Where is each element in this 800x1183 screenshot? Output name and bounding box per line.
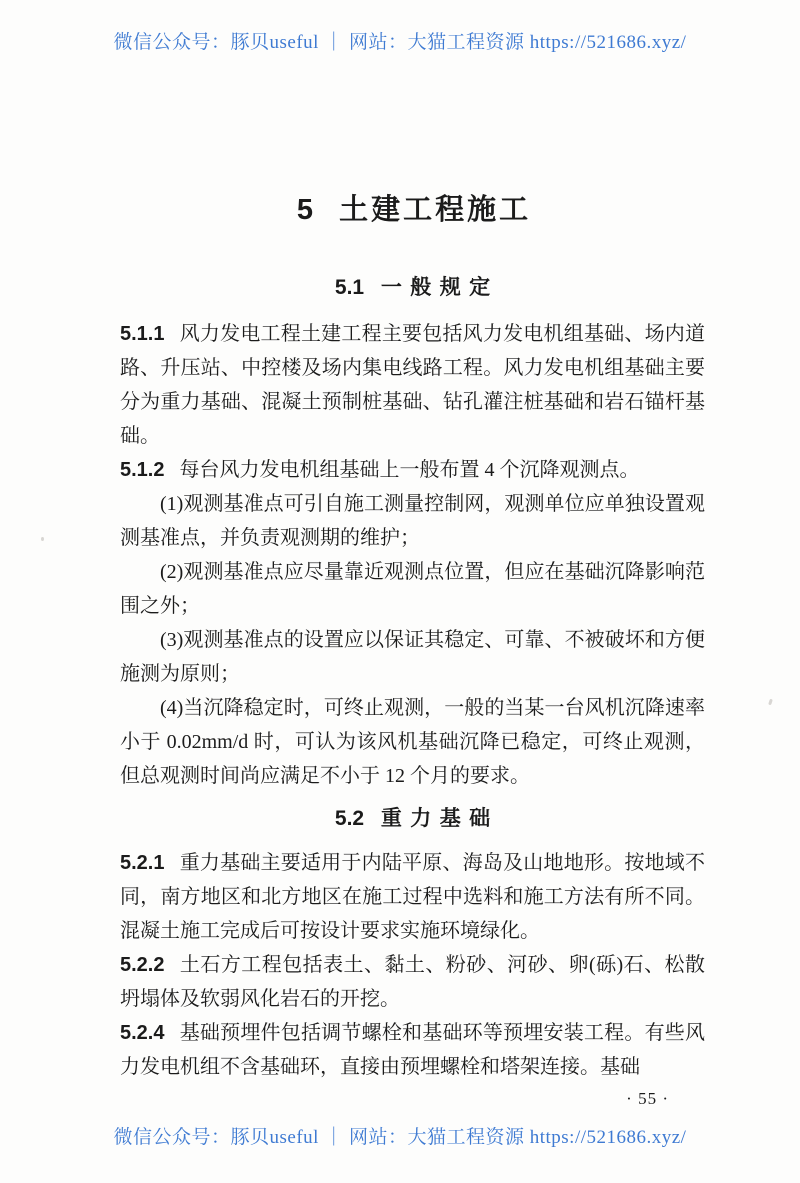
list-item-4 xyxy=(120,691,705,793)
section-number: 5.2 xyxy=(334,807,365,830)
list-item-text: (2)观测基准点应尽量靠近观测点位置，但应在基础沉降影响范围之外； xyxy=(120,561,705,617)
section-heading-5-2 xyxy=(120,805,705,833)
clause-text: 重力基础主要适用于内陆平原、海岛及山地地形。按地域不同，南方地区和北方地区在施工过程中选料和施工方法有所不同。混凝土施工完成后可按设计要求实施环境绿化。 xyxy=(120,852,705,942)
clause-number: 5.1.2 xyxy=(120,459,165,481)
list-item-text: (4)当沉降稳定时，可终止观测，一般的当某一台风机沉降速率小于 0.02mm/d 时，可认为该风机基础沉降已稳定，可终止观测，但总观测时间尚应满足不小于 12 个月的要求。 xyxy=(120,697,705,787)
section-title: 一般规定 xyxy=(380,276,499,299)
clause-number: 5.1.1 xyxy=(120,323,165,345)
list-item-text: (1)观测基准点可引自施工测量控制网，观测单位应单独设置观测基准点，并负责观测期的维护； xyxy=(120,493,705,549)
clause-number: 5.2.4 xyxy=(120,1022,165,1044)
clause-text: 土石方工程包括表土、黏土、粉砂、河砂、卵(砾)石、松散坍塌体及软弱风化岩石的开挖。 xyxy=(120,954,705,1010)
watermark-top: 微信公众号：豚贝useful ｜ 网站：大猫工程资源 https://521686.xyz/ xyxy=(113,32,687,53)
watermark-bottom: 微信公众号：豚贝useful ｜ 网站：大猫工程资源 https://521686.xyz/ xyxy=(113,1127,687,1148)
clause-number: 5.2.2 xyxy=(120,954,165,976)
list-item-2 xyxy=(120,555,705,623)
section-title: 重力基础 xyxy=(380,807,499,830)
section-number: 5.1 xyxy=(334,276,365,299)
clause-5-2-4 xyxy=(120,1016,705,1084)
clause-5-2-1 xyxy=(120,846,705,948)
clause-5-2-2 xyxy=(120,948,705,1016)
clause-5-1-1 xyxy=(120,317,705,453)
clause-text: 基础预埋件包括调节螺栓和基础环等预埋安装工程。有些风力发电机组不含基础环，直接由预埋螺栓和塔架连接。基础 xyxy=(120,1022,705,1078)
chapter-title: 土建工程施工 xyxy=(339,194,532,226)
clause-5-1-2 xyxy=(120,453,705,487)
page-number: · 55 · xyxy=(626,1089,669,1108)
chapter-heading xyxy=(120,192,705,228)
page-content xyxy=(0,192,800,1109)
clause-text: 每台风力发电机组基础上一般布置 4 个沉降观测点。 xyxy=(179,459,640,481)
clause-number: 5.2.1 xyxy=(120,852,165,874)
list-item-1 xyxy=(120,487,705,555)
clause-text: 风力发电工程土建工程主要包括风力发电机组基础、场内道路、升压站、中控楼及场内集电线路工程。风力发电机组基础主要分为重力基础、混凝土预制桩基础、钻孔灌注桩基础和岩石锚杆基础。 xyxy=(120,323,705,447)
scan-artifact xyxy=(41,537,44,541)
list-item-3 xyxy=(120,623,705,691)
section-heading-5-1 xyxy=(120,274,705,302)
chapter-number: 5 xyxy=(296,194,314,226)
list-item-text: (3)观测基准点的设置应以保证其稳定、可靠、不被破坏和方便施测为原则； xyxy=(120,629,705,685)
